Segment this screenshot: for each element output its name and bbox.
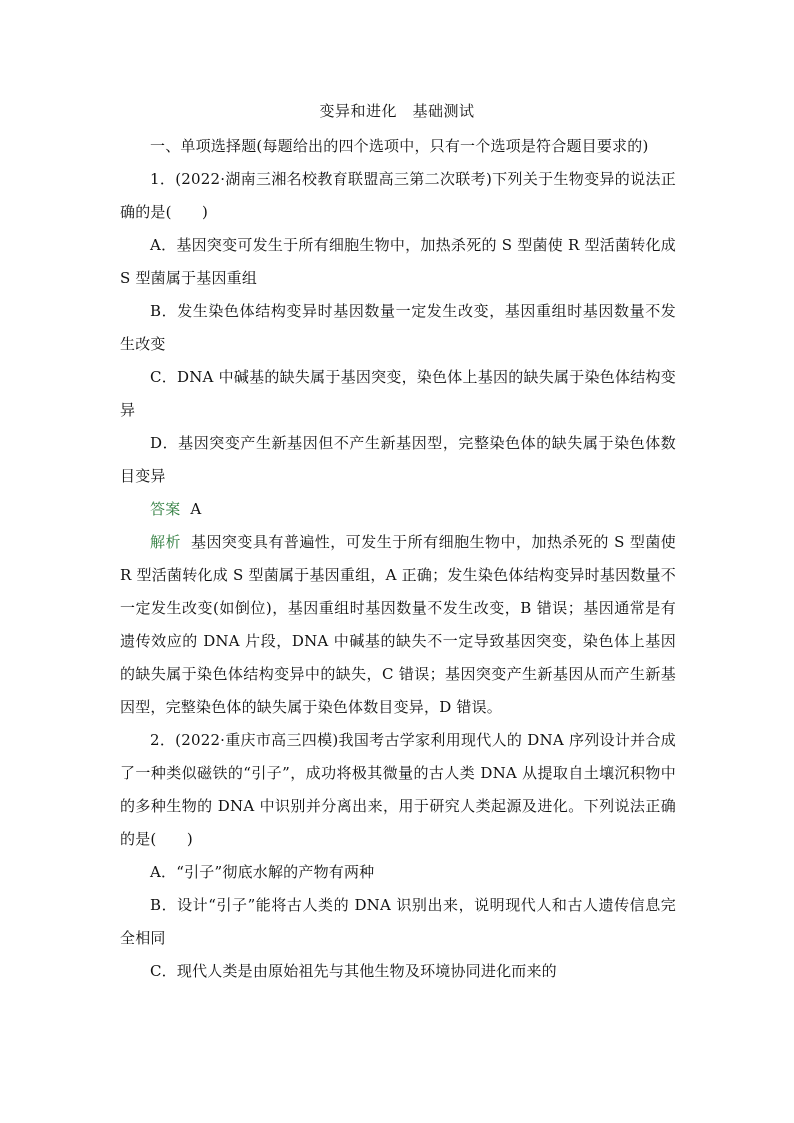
document-body: [120, 130, 676, 988]
question-1-option-b: B．发生染色体结构变异时基因数量一定发生改变，基因重组时基因数量不发生改变: [120, 302, 676, 353]
question-1-option-c: C．DNA 中碱基的缺失属于基因突变，染色体上基因的缺失属于染色体结构变异: [120, 368, 676, 419]
question-2-option-c: C．现代人类是由原始祖先与其他生物及环境协同进化而来的: [150, 962, 557, 980]
question-2-stem: 2．(2022·重庆市高三四模)我国考古学家利用现代人的 DNA 序列设计并合成了一种类似磁铁的“引子”，成功将极其微量的古人类 DNA 从提取自土壤沉积物中的多种生物的 DNA 中识别并分离出来，用于研究人类起源及进化。下列说法正确的是( ): [120, 731, 676, 848]
question-1-option-a: A．基因突变可发生于所有细胞生物中，加热杀死的 S 型菌使 R 型活菌转化成 S 型菌属于基因重组: [120, 236, 676, 287]
question-1-option-d: D．基因突变产生新基因但不产生新基因型，完整染色体的缺失属于染色体数目变异: [120, 434, 676, 485]
answer-label: 答案: [150, 500, 181, 518]
analysis-text: 基因突变具有普遍性，可发生于所有细胞生物中，加热杀死的 S 型菌使 R 型活菌转化成 S 型菌属于基因重组，A 正确；发生染色体结构变异时基因数量不一定发生改变(如倒位)，基因重组时基因数量不发生改变，B 错误；基因通常是有遗传效应的 DNA 片段，DNA 中碱基的缺失不一定导致基因突变，染色体上基因的缺失属于染色体结构变异中的缺失，C 错误；基因突变产生新基因从而产生新基因型，完整染色体的缺失属于染色体数目变异，D 错误。: [120, 533, 676, 716]
section-heading: 一、单项选择题(每题给出的四个选项中，只有一个选项是符合题目要求的): [150, 137, 649, 155]
analysis-label: 解析: [150, 533, 181, 551]
question-2-option-a: A．“引子”彻底水解的产物有两种: [150, 863, 375, 881]
question-1-analysis: [120, 526, 676, 724]
question-1-answer: [120, 493, 676, 526]
question-1-stem: 1．(2022·湖南三湘名校教育联盟高三第二次联考)下列关于生物变异的说法正确的是( ): [120, 170, 676, 221]
page-title: 变异和进化 基础测试: [319, 102, 475, 120]
answer-value: A: [190, 500, 202, 518]
question-2-option-b: B．设计“引子”能将古人类的 DNA 识别出来，说明现代人和古人遗传信息完全相同: [120, 896, 676, 947]
